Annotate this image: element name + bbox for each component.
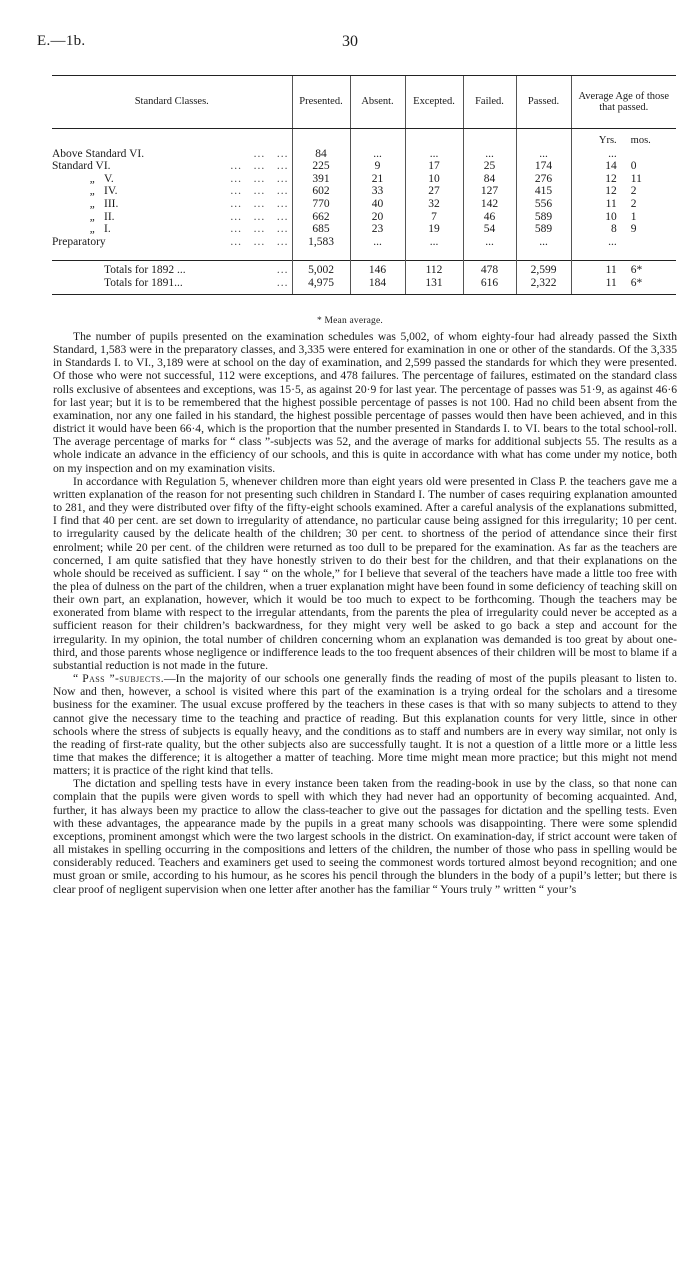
cell-failed: 46 — [483, 210, 496, 223]
pass-text: —In the majority of our schools one generally finds the reading of most of the pupils pleasant to listen to. Now and then, however, a school is visited where this part of the examination is a trying ordeal for the scholars and a tiresome business for the examiner. The usual excuse proffered by the teachers in these cases is that with so many subjects to attend to they cannot give the necessary time to the teaching and practice of reading. But this explanation counts for very little, since in other schools where the stress of subjects is equally heavy, and the conditions as to staff and numbers are in every way similar, not only is the reading of first-rate quality, but the other subjects also are successfully taught. It is not a question of a little more or a little less time that makes the difference; it is altogether a matter of teaching. More time might mean more practice; but this might not mend matters; it is practice of the right kind that tells. — [53, 672, 677, 778]
col-header-absent: Absent. — [350, 76, 405, 129]
cell-excepted: 32 — [428, 197, 440, 210]
cell-absent: ... — [373, 235, 382, 248]
cell-presented: 4,975 — [308, 276, 334, 289]
leader-dots: ... ... ... — [230, 197, 289, 210]
table-footnote: * Mean average. — [316, 316, 384, 326]
cell-absent: ... — [373, 147, 382, 160]
cell-age-months: 6* — [630, 276, 643, 289]
cell-age-years: 10 — [605, 210, 617, 223]
paragraph-pass-subjects — [53, 672, 677, 777]
col-header-excepted: Excepted. — [405, 76, 463, 129]
cell-absent: 20 — [371, 210, 384, 223]
leader-dots: ... ... ... — [230, 172, 289, 185]
cell-age-months: 0 — [630, 160, 637, 173]
cell-absent: 184 — [368, 276, 387, 289]
cell-absent: 40 — [371, 197, 384, 210]
cell-presented: 225 — [312, 160, 330, 173]
row-label: Standard VI. — [52, 160, 111, 173]
cell-age-months: 9 — [630, 223, 637, 236]
cell-passed: 2,599 — [530, 264, 557, 277]
ditto-mark: „ — [89, 210, 96, 223]
cell-absent: 21 — [371, 172, 384, 185]
cell-failed: 25 — [483, 160, 496, 173]
cell-failed: 478 — [480, 264, 499, 277]
table-row — [52, 198, 676, 211]
table-row — [52, 185, 676, 198]
leader-dots: ... ... ... — [230, 223, 289, 236]
pass-heading: Pass — [82, 672, 105, 686]
pass-heading-rest: ”-subjects. — [104, 672, 165, 686]
leader-dots: ... — [276, 264, 289, 277]
cell-age-years: 11 — [605, 264, 617, 277]
totals-row — [52, 261, 676, 277]
cell-excepted: 27 — [428, 185, 440, 198]
table-row — [52, 223, 676, 236]
cell-passed: 276 — [534, 172, 553, 185]
unit-months: mos. — [630, 135, 651, 146]
leader-dots: ... ... ... — [230, 210, 289, 223]
cell-age-months: 2 — [630, 197, 637, 210]
table-row — [52, 160, 676, 173]
cell-passed: 589 — [534, 223, 553, 236]
col-header-presented: Presented. — [292, 76, 350, 129]
cell-age-years: 12 — [605, 185, 617, 198]
leader-dots: ... ... ... — [230, 160, 289, 173]
cell-excepted: 10 — [428, 172, 440, 185]
cell-age-months: 6* — [630, 264, 643, 277]
page-number: 30 — [342, 33, 358, 50]
cell-failed: 54 — [483, 223, 496, 236]
examination-results-table — [52, 75, 676, 295]
cell-excepted: 112 — [425, 264, 443, 277]
cell-failed: ... — [485, 235, 494, 248]
col-header-failed: Failed. — [463, 76, 516, 129]
table-row — [52, 211, 676, 224]
row-label: II. — [104, 210, 115, 223]
cell-passed: 174 — [534, 160, 553, 173]
cell-failed: ... — [485, 147, 494, 160]
cell-passed: ... — [539, 235, 548, 248]
row-label: III. — [104, 197, 119, 210]
table-row — [52, 173, 676, 186]
paragraph-results: The number of pupils presented on the examination schedules was 5,002, of whom eighty-four had already passed the Sixth Standard, 1,583 were in the preparatory classes, and 3,335 were entered for examination in one or other of the standards. Of the 3,335 in Standards I. to VI., 3,189 were at school on the day of examination, and 2,599 passed the standards for which they were presented. Of those who were not successful, 112 were exceptions, and 478 failures. The percentage of failures, estimated on the standard class rolls exclusive of absentees and exceptions, was 15·5, as against 20·9 for last year. The percentage of passes was 51·9, as against 46·6 for last year; but it is to be remembered that the highest possible percentage of passes is not 100. Had no child been absent from the examination, nor any one failed in his standard, the highest possible percentage of passes would then have been achieved, and in this district it would have been 66·4, which is the proportion that the number presented in Standards I. to VI. bears to the total school-roll. The average percentage of marks for “ class ”-subjects was 52, and the average of marks for additional subjects 55. The results as a whole indicate an advance in the efficiency of our schools, and this is quite in accordance with what has come under my notice, both on my inspection and on my examination visits. — [53, 330, 677, 475]
report-body — [53, 330, 677, 896]
row-label: IV. — [104, 185, 118, 198]
row-label: Preparatory — [52, 235, 106, 248]
cell-failed: 142 — [480, 197, 499, 210]
cell-age-months — [631, 148, 651, 161]
leader-dots: ... ... — [253, 147, 289, 160]
row-label: I. — [104, 223, 111, 236]
cell-absent: 33 — [371, 185, 384, 198]
ditto-mark: „ — [89, 185, 96, 198]
col-header-passed: Passed. — [516, 76, 571, 129]
cell-excepted: ... — [429, 147, 439, 160]
cell-presented: 685 — [312, 223, 330, 236]
cell-age-years: 12 — [605, 172, 617, 185]
cell-failed: 616 — [480, 276, 499, 289]
cell-excepted: ... — [429, 235, 439, 248]
row-label: Totals for 1891... — [104, 276, 183, 289]
cell-presented: 602 — [312, 185, 330, 198]
cell-passed: 415 — [534, 185, 553, 198]
cell-age-years: ... — [608, 235, 617, 248]
cell-age-months — [631, 236, 651, 249]
cell-excepted: 131 — [425, 276, 443, 289]
ditto-mark: „ — [89, 223, 96, 236]
totals-row — [52, 277, 676, 294]
table-row — [52, 148, 676, 161]
open-quote: “ — [73, 672, 83, 686]
cell-passed: 589 — [534, 210, 553, 223]
cell-age-years: 11 — [605, 197, 617, 210]
leader-dots: ... ... ... — [230, 235, 289, 248]
table-spacer — [52, 248, 676, 261]
leader-dots: ... — [276, 276, 289, 289]
cell-passed: 556 — [534, 197, 553, 210]
units-row — [52, 129, 676, 148]
cell-excepted: 7 — [431, 210, 437, 223]
report-code: E.—1b. — [37, 33, 86, 49]
row-label: Totals for 1892 ... — [104, 264, 186, 277]
cell-absent: 23 — [371, 223, 384, 236]
leader-dots: ... ... ... — [230, 185, 289, 198]
cell-absent: 146 — [368, 264, 387, 277]
cell-absent: 9 — [374, 160, 381, 173]
cell-passed: 2,322 — [530, 276, 557, 289]
cell-age-years: 11 — [605, 276, 617, 289]
paragraph-regulation-5: In accordance with Regulation 5, whenever children more than eight years old were presented in Class P. the teachers gave me a written explanation of the reason for not presenting such children in Standard I. The number of cases requiring explanation amounted to 281, and they were distributed over fifty of the fifty-eight schools examined. After a careful analysis of the explanations submitted, I find that 40 per cent. are set down to irregularity of attendance, no particular cause being assigned for this irregularity; 10 per cent. to irregularity caused by the delicate health of the children; 30 per cent. to shortness of the period of attendance since their first enrolment; while 20 per cent. of the children were returned as too dull to be prepared for the examination. As far as the teachers are concerned, I am quite satisfied that they have honestly striven to do their best for the children, and that their explanations on the whole should be received as sufficient. I say “ on the whole,” for I believe that several of the teachers have made a little too free with the plea of dulness on the part of the children, when a truer explanation might have been found in some deficiency of teaching skill on their own part, an explanation, however, which it would be too much to expect to be forthcoming. Though the teachers may be exonerated from blame with respect to the irregular attendants, from the parents the plea of irregularity could never be accepted as a sufficient reason for their children’s backwardness, for they might very well be asked to go back a step and account for the irregularity. In my opinion, the total number of children concerning whom an explanation was demanded is too great by about one-third, and those parents whose negligence or indifference leads to the too frequent absences of their children will be most to blame if a substantial reduction is not made in the future. — [53, 474, 677, 672]
cell-age-years: 8 — [611, 223, 617, 236]
cell-presented: 5,002 — [308, 264, 334, 277]
cell-presented: 391 — [312, 172, 330, 185]
cell-excepted: 19 — [428, 223, 440, 236]
cell-failed: 127 — [480, 185, 499, 198]
cell-age-months: 1 — [630, 210, 637, 223]
cell-excepted: 17 — [428, 160, 440, 173]
row-label: V. — [104, 172, 114, 185]
cell-presented: 770 — [312, 197, 330, 210]
cell-presented: 84 — [315, 147, 327, 160]
cell-age-months: 2 — [630, 185, 637, 198]
paragraph-dictation-spelling: The dictation and spelling tests have in every instance been taken from the reading-book in use by the class, so that none can complain that the pupils were given words to spell with which they had never had an opportunity of becoming acquainted. And, further, it has always been my practice to allow the class-teacher to give out the passages for dictation and the spelling tests. Even with these advantages, the appearance made by the pupils in a great many schools was disappointing. There were some splendid exceptions, prominent amongst which were the two largest schools in the district. On examination-day, if strict account were taken of all mistakes in spelling occurring in the compositions and letters of the children, the number of those who pass in spelling would be considerably reduced. Teachers and examiners get used to seeing the commonest words tortured almost beyond recognition; and one must groan or smile, according to his humour, as he scores his pencil through the blunders in the body of a pupil’s letter; but there is clear proof of negligent supervision when one letter after another has the familiar “ Yours truly ” written “ your’s — [53, 777, 677, 896]
cell-presented: 662 — [312, 210, 330, 223]
table-row — [52, 236, 676, 249]
ditto-mark: „ — [89, 172, 96, 185]
cell-presented: 1,583 — [308, 235, 334, 248]
cell-age-months: 11 — [630, 172, 642, 185]
cell-age-years: ... — [608, 147, 617, 160]
unit-years: Yrs. — [598, 135, 617, 146]
col-header-average-age: Average Age of those that passed. — [571, 76, 676, 129]
ditto-mark: „ — [89, 197, 96, 210]
table-header-row — [52, 76, 676, 129]
cell-passed: ... — [539, 147, 548, 160]
cell-failed: 84 — [483, 172, 496, 185]
cell-age-years: 14 — [605, 160, 617, 173]
col-header-standard-classes: Standard Classes. — [52, 76, 292, 129]
row-label: Above Standard VI. — [52, 147, 145, 160]
